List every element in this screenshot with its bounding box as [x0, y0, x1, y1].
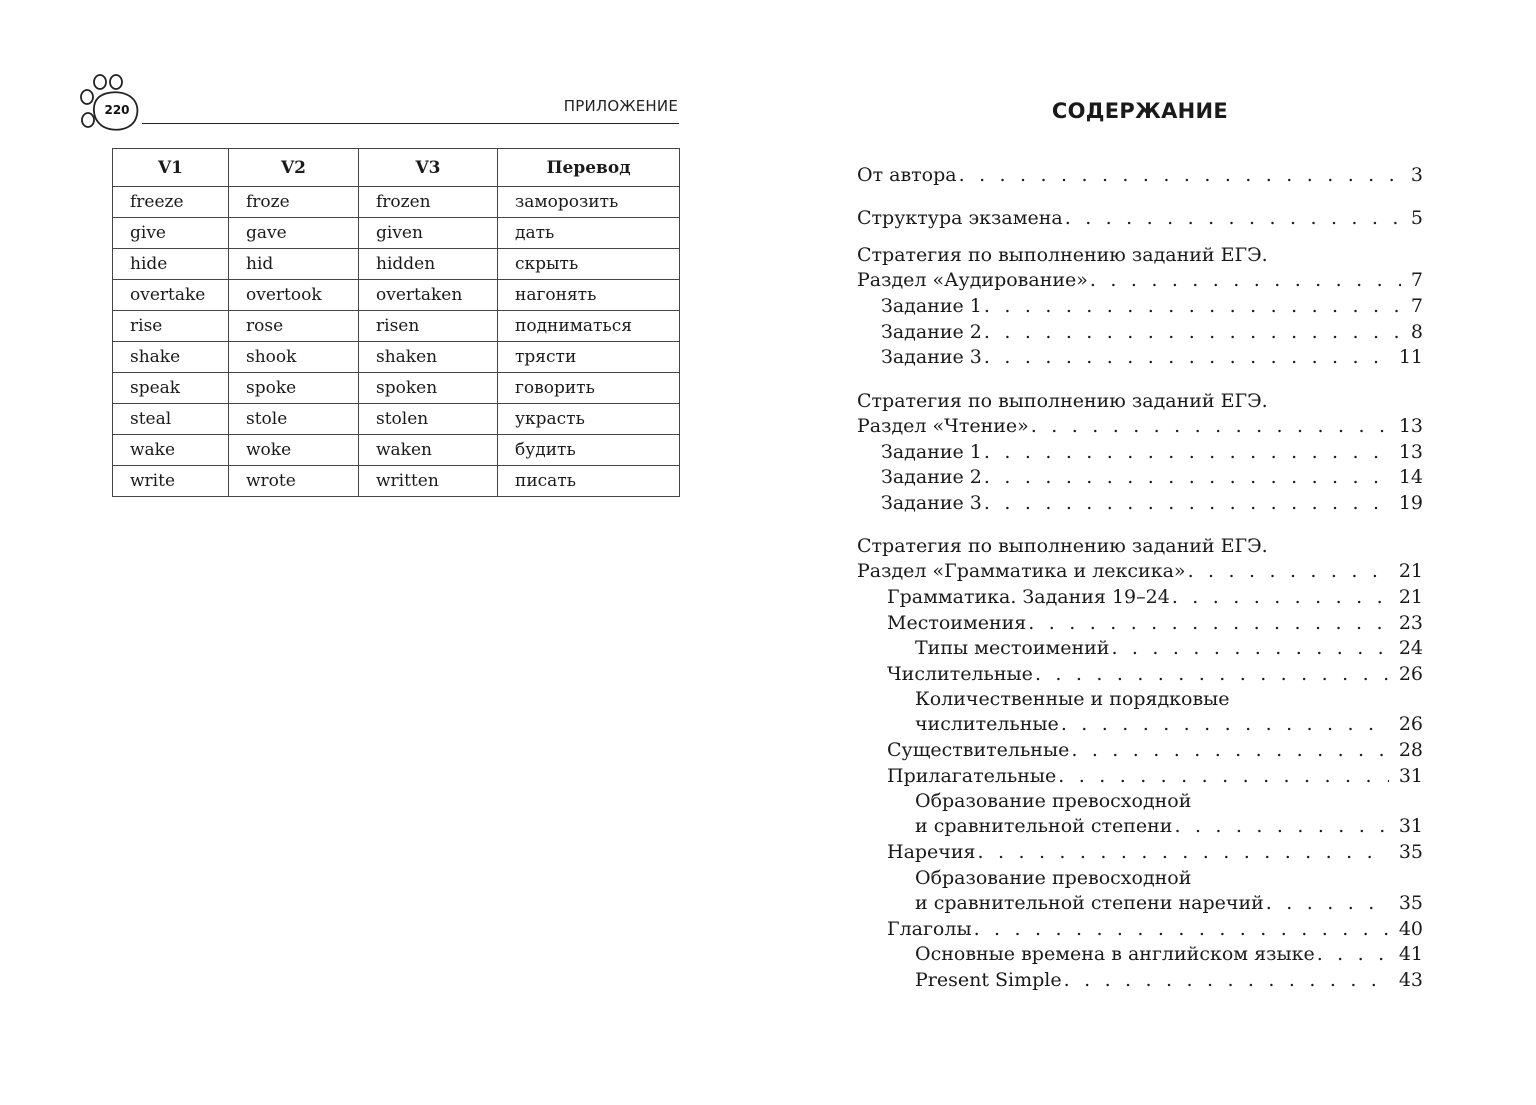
dot-leader	[1058, 764, 1389, 788]
dot-leader	[974, 917, 1389, 941]
toc-entry[interactable]	[857, 294, 1423, 318]
table-cell: shook	[229, 342, 359, 373]
toc-entry-title: Задание 1	[881, 295, 982, 317]
toc-page-number: 31	[1398, 765, 1423, 787]
toc-entry-title: Грамматика. Задания 19–24	[887, 586, 1170, 608]
toc-entry[interactable]	[857, 662, 1423, 686]
toc-entry-title-continued: Раздел «Грамматика и лексика»	[857, 560, 1186, 582]
toc-entry[interactable]	[857, 738, 1423, 762]
toc-page-number: 7	[1410, 269, 1423, 291]
table-cell: risen	[359, 311, 498, 342]
toc-entry-title: Наречия	[887, 841, 976, 863]
toc-entry-title: От автора	[857, 164, 957, 186]
table-cell: written	[359, 466, 498, 497]
toc-entry-title: Стратегия по выполнению заданий ЕГЭ.	[857, 535, 1268, 557]
toc-page-number: 35	[1398, 892, 1423, 914]
table-cell: gave	[229, 218, 359, 249]
toc-page-number: 13	[1398, 415, 1423, 437]
table-cell: трясти	[498, 342, 680, 373]
toc-entry-title: Задание 3	[881, 492, 982, 514]
table-cell: скрыть	[498, 249, 680, 280]
toc-page-number: 26	[1398, 713, 1423, 735]
toc-entry-title-continued: и сравнительной степени	[915, 815, 1173, 837]
table-cell: украсть	[498, 404, 680, 435]
table-header-row	[113, 149, 680, 187]
table-row	[113, 435, 680, 466]
toc-page-number: 5	[1410, 207, 1423, 229]
toc-entry-title: Существительные	[887, 739, 1070, 761]
toc-entry[interactable]	[857, 440, 1423, 464]
toc-entry[interactable]	[857, 389, 1423, 437]
table-row	[113, 218, 680, 249]
toc-page-number: 31	[1398, 815, 1423, 837]
dot-leader	[1031, 414, 1389, 438]
table-row	[113, 280, 680, 311]
table-row	[113, 466, 680, 497]
table-cell: wrote	[229, 466, 359, 497]
toc-entry[interactable]	[857, 840, 1423, 864]
table-cell: писать	[498, 466, 680, 497]
toc-entry[interactable]	[857, 636, 1423, 660]
table-cell: подниматься	[498, 311, 680, 342]
table-cell: rise	[113, 311, 229, 342]
toc-entry-title: Местоимения	[887, 612, 1027, 634]
table-cell: нагонять	[498, 280, 680, 311]
toc-entry[interactable]	[857, 345, 1423, 369]
dot-leader	[1071, 738, 1388, 762]
table-cell: overtook	[229, 280, 359, 311]
dot-leader	[978, 840, 1389, 864]
toc-entry-title: Задание 2	[881, 321, 982, 343]
table-row	[113, 311, 680, 342]
table-cell: give	[113, 218, 229, 249]
table-cell: steal	[113, 404, 229, 435]
dot-leader	[1317, 942, 1389, 966]
header-rule	[142, 123, 679, 124]
toc-entry[interactable]	[857, 585, 1423, 609]
table-cell: overtaken	[359, 280, 498, 311]
toc-entry[interactable]	[857, 163, 1423, 187]
toc-entry-title: Количественные и порядковые	[915, 688, 1230, 710]
table-cell: waken	[359, 435, 498, 466]
toc-entry[interactable]	[857, 866, 1423, 914]
dot-leader	[1065, 206, 1401, 230]
toc-entry-title-continued: Раздел «Чтение»	[857, 415, 1029, 437]
table-cell: hid	[229, 249, 359, 280]
dot-leader	[1188, 559, 1389, 583]
toc-page-number: 26	[1398, 663, 1423, 685]
table-cell: freeze	[113, 187, 229, 218]
table-cell: дать	[498, 218, 680, 249]
table-cell: hidden	[359, 249, 498, 280]
toc-page-number: 19	[1398, 492, 1423, 514]
header-v3: V3	[359, 149, 498, 187]
table-cell: spoken	[359, 373, 498, 404]
toc-page-number: 3	[1410, 164, 1423, 186]
header-translation: Перевод	[498, 149, 680, 187]
table-cell: stolen	[359, 404, 498, 435]
toc-entry[interactable]	[857, 942, 1423, 966]
toc-page-number: 21	[1398, 586, 1423, 608]
table-row	[113, 249, 680, 280]
toc-entry-title: Стратегия по выполнению заданий ЕГЭ.	[857, 390, 1268, 412]
toc-entry[interactable]	[857, 611, 1423, 635]
toc-entry[interactable]	[857, 789, 1423, 837]
table-cell: spoke	[229, 373, 359, 404]
toc-entry-title: Present Simple	[915, 969, 1062, 991]
table-cell: заморозить	[498, 187, 680, 218]
table-cell: будить	[498, 435, 680, 466]
table-cell: rose	[229, 311, 359, 342]
dot-leader	[1035, 662, 1389, 686]
toc-page-number: 8	[1410, 321, 1423, 343]
table-row	[113, 187, 680, 218]
header-v2: V2	[229, 149, 359, 187]
toc-entry-title: Стратегия по выполнению заданий ЕГЭ.	[857, 244, 1268, 266]
header-v1: V1	[113, 149, 229, 187]
toc-page-number: 35	[1398, 841, 1423, 863]
toc-entry-title-continued: и сравнительной степени наречий	[915, 892, 1264, 914]
toc-entry-title: Образование превосходной	[915, 790, 1192, 812]
toc-entry[interactable]	[857, 534, 1423, 582]
table-cell: given	[359, 218, 498, 249]
toc-page-number: 11	[1398, 346, 1423, 368]
toc-entry[interactable]	[857, 243, 1423, 291]
toc-entry[interactable]	[857, 465, 1423, 489]
toc-page-number: 43	[1398, 969, 1423, 991]
table-cell: hide	[113, 249, 229, 280]
toc-entry-title-continued: числительные	[915, 713, 1059, 735]
dot-leader	[1061, 712, 1389, 736]
toc-entry-title: Образование превосходной	[915, 867, 1192, 889]
toc-page-number: 21	[1398, 560, 1423, 582]
toc-entry-title: Задание 1	[881, 441, 982, 463]
toc-page-number: 7	[1410, 295, 1423, 317]
toc-entry-title: Структура экзамена	[857, 207, 1063, 229]
toc-page-number: 28	[1398, 739, 1423, 761]
toc-page-number: 41	[1398, 943, 1423, 965]
irregular-verbs-table	[112, 148, 680, 497]
toc-entry[interactable]	[857, 764, 1423, 788]
dot-leader	[984, 345, 1389, 369]
toc-entry-title: Типы местоимений	[915, 637, 1110, 659]
toc-entry[interactable]	[857, 320, 1423, 344]
dot-leader	[1090, 268, 1401, 292]
table-cell: speak	[113, 373, 229, 404]
toc-entry-title: Задание 2	[881, 466, 982, 488]
table-row	[113, 373, 680, 404]
table-cell: wake	[113, 435, 229, 466]
toc-entry[interactable]	[857, 491, 1423, 515]
dot-leader	[984, 320, 1401, 344]
toc-title: СОДЕРЖАНИЕ	[1051, 99, 1229, 123]
toc-page-number: 13	[1398, 441, 1423, 463]
table-row	[113, 342, 680, 373]
table-cell: froze	[229, 187, 359, 218]
dot-leader	[1174, 814, 1388, 838]
running-head: ПРИЛОЖЕНИЕ	[563, 97, 678, 115]
dot-leader	[1266, 891, 1389, 915]
toc-page-number: 23	[1398, 612, 1423, 634]
toc-entry-title: Глаголы	[887, 918, 972, 940]
toc-entry-title-continued: Раздел «Аудирование»	[857, 269, 1088, 291]
toc-page-number: 40	[1398, 918, 1423, 940]
table-cell: frozen	[359, 187, 498, 218]
table-cell: stole	[229, 404, 359, 435]
dot-leader	[1111, 636, 1388, 660]
toc-page-number: 24	[1398, 637, 1423, 659]
dot-leader	[984, 440, 1389, 464]
table-cell: shake	[113, 342, 229, 373]
table-cell: overtake	[113, 280, 229, 311]
toc-entry[interactable]	[857, 968, 1423, 992]
table-row	[113, 404, 680, 435]
toc-entry[interactable]	[857, 206, 1423, 230]
toc-entry-title: Задание 3	[881, 346, 982, 368]
table-cell: shaken	[359, 342, 498, 373]
table-cell: write	[113, 466, 229, 497]
toc-entry-title: Числительные	[887, 663, 1033, 685]
dot-leader	[984, 491, 1389, 515]
table-cell: woke	[229, 435, 359, 466]
toc-entry-title: Основные времена в английском языке	[915, 943, 1315, 965]
toc-page-number: 14	[1398, 466, 1423, 488]
dot-leader	[1028, 611, 1389, 635]
toc-entry-title: Прилагательные	[887, 765, 1057, 787]
dot-leader	[984, 294, 1401, 318]
dot-leader	[1064, 968, 1389, 992]
page-number: 220	[104, 103, 130, 117]
dot-leader	[1172, 585, 1389, 609]
toc-entry[interactable]	[857, 917, 1423, 941]
toc-entry[interactable]	[857, 687, 1423, 735]
dot-leader	[984, 465, 1389, 489]
dot-leader	[959, 163, 1401, 187]
table-cell: говорить	[498, 373, 680, 404]
